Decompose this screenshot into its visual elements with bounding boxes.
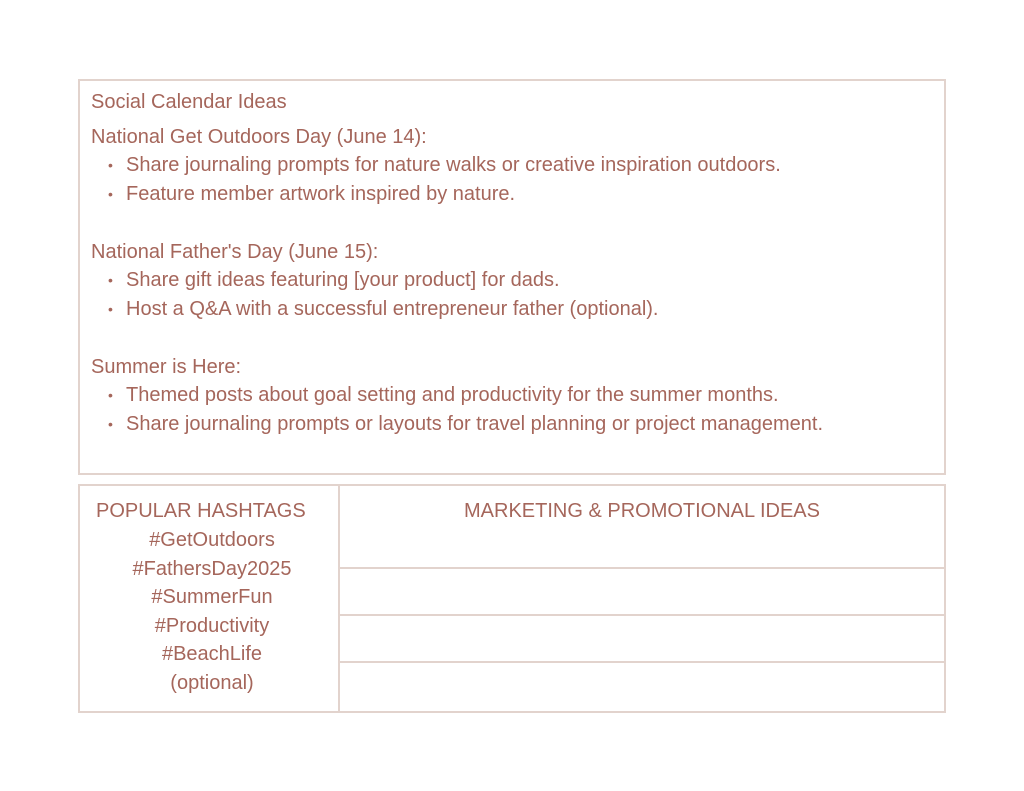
bullet-text: Feature member artwork inspired by nature.	[126, 183, 516, 205]
bullet-icon: •	[108, 301, 113, 317]
hashtag-item: #FathersDay2025	[132, 557, 292, 580]
bullet-list	[91, 266, 937, 324]
section-fathers-day	[91, 238, 937, 324]
bullet-text: Host a Q&A with a successful entrepreneur father (optional).	[126, 298, 659, 320]
writing-line	[340, 614, 944, 616]
hashtag-item: #SummerFun	[151, 586, 273, 608]
bullet-item	[91, 151, 937, 180]
bullet-icon: •	[108, 186, 113, 202]
social-calendar-ideas-box	[78, 79, 946, 475]
bullet-icon: •	[108, 416, 113, 432]
writing-line	[340, 661, 944, 663]
bullet-item	[91, 295, 937, 324]
bullet-icon: •	[108, 157, 113, 173]
popular-hashtags-column	[80, 486, 340, 711]
bullet-icon: •	[108, 272, 113, 288]
section-heading: National Get Outdoors Day (June 14):	[91, 126, 427, 148]
bullet-item	[91, 381, 937, 410]
bullet-text: Share journaling prompts for nature walks or creative inspiration outdoors.	[126, 154, 781, 176]
bullet-list	[91, 381, 937, 439]
bullet-text: Share journaling prompts or layouts for travel planning or project management.	[126, 413, 824, 435]
bullet-item	[91, 180, 937, 209]
bullet-item	[91, 266, 937, 295]
hashtag-item: #Productivity	[154, 614, 270, 637]
bullet-text: Share gift ideas featuring [your product] for dads.	[126, 269, 560, 291]
hashtag-item: #BeachLife	[161, 643, 263, 665]
hashtag-item: (optional)	[170, 671, 254, 694]
bullet-list	[91, 151, 937, 209]
writing-line	[340, 567, 944, 569]
bullet-item	[91, 410, 937, 439]
marketing-ideas-title: MARKETING & PROMOTIONAL IDEAS	[464, 500, 820, 522]
hashtag-item: #GetOutdoors	[149, 529, 275, 551]
marketing-ideas-column	[340, 486, 944, 711]
bullet-text: Themed posts about goal setting and productivity for the summer months.	[126, 384, 779, 406]
section-heading: National Father's Day (June 15):	[91, 241, 379, 263]
hashtags-marketing-table	[78, 484, 946, 713]
ideas-sections	[91, 123, 937, 468]
hashtag-list	[80, 526, 344, 697]
section-summer-is-here	[91, 353, 937, 439]
section-heading: Summer is Here:	[91, 356, 242, 378]
section-get-outdoors-day	[91, 123, 937, 209]
popular-hashtags-title: POPULAR HASHTAGS	[96, 500, 306, 522]
bullet-icon: •	[108, 387, 113, 403]
social-calendar-title: Social Calendar Ideas	[91, 91, 287, 113]
